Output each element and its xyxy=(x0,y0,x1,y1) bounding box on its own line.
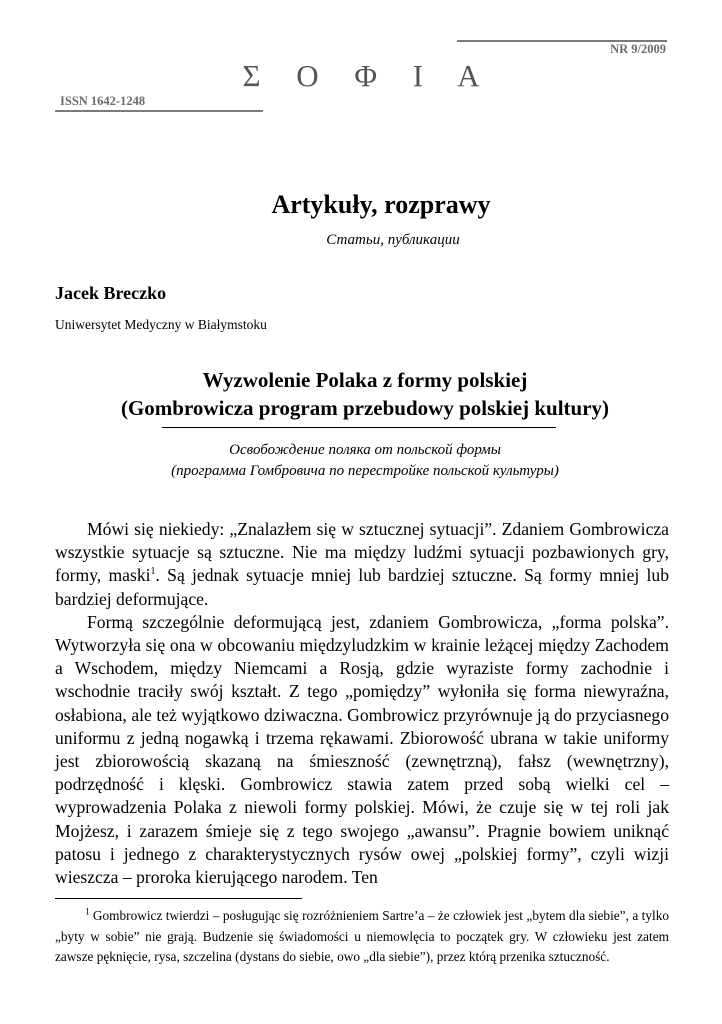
footnote xyxy=(55,906,669,968)
article-subtitle xyxy=(0,440,722,482)
article-subtitle-line2: (программа Гомбровича по перестройке польской культуры) xyxy=(171,463,559,479)
article-body xyxy=(55,518,669,889)
paragraph: Formą szczególnie deformującą jest, zdaniem Gombrowicza, „forma polska”. Wytworzyła się ona w obcowaniu międzyludzkim w krainie leżącej między Zachodem a Wschodem, między Niemcami a Rosją, gdzie wyraziste formy zachodnie i wschodnie traciły swój kształt. Z tego „pomiędzy” wyłoniła się forma niewyraźna, osłabiona, ale też wyjątkowo dziwaczna. Gombrowicz przyrównuje ją do przyciasnego uniformu z jedną nogawką i trzema rękawami. Zbiorowość ubrana w takie uniformy jest zbiorowością skazaną na śmieszność (zewnętrzną), fałsz (wewnętrzny), podrzędność i klęski. Gombrowicz stawia zatem przed sobą wielki cel – wyprowadzenia Polaka z niewoli formy polskiej. Mówi, że czuje się w tej roli jak Mojżesz, i zarazem śmieje się z tego swojego „awansu”. Pragnie bowiem uniknąć patosu i jednego z charakterystycznych rysów owej „polskiej formy”, czyli wizji wieszcza – proroka kierującego narodem. Ten xyxy=(55,611,669,888)
title-divider xyxy=(162,427,556,428)
journal-title: Σ Ο Φ Ι Α xyxy=(242,58,494,93)
footnote-reference[interactable]: 1 xyxy=(150,566,156,578)
issue-number: NR 9/2009 xyxy=(610,42,666,56)
footnote-divider xyxy=(55,898,302,899)
header-rule-bottom xyxy=(55,110,263,112)
author-affiliation: Uniwersytet Medyczny w Białymstoku xyxy=(55,317,267,332)
issn-label: ISSN 1642-1248 xyxy=(60,94,146,108)
footnote-text: Gombrowicz twierdzi – posługując się rozróżnieniem Sartre’a – że człowiek jest „bytem dla siebie”, a tylko „byty w sobie” nie grają. Budzenie się świadomości u niemowlęcia to początek gry. W człowieku jest zatem zawsze pęknięcie, rysa, szczelina (dystans do siebie, owo „dla siebie”), przez którą przenika sztuczność. xyxy=(55,908,669,964)
article-subtitle-line1: Освобождение поляка от польской формы xyxy=(229,442,501,458)
paragraph: Mówi się niekiedy: „Znalazłem się w sztucznej sytuacji”. Zdaniem Gombrowicza wszystkie sytuacje są sztuczne. Nie ma między ludźmi sytuacji pozbawionych gry, formy, maski$^1$. Są jednak sytuacje mniej lub bardziej sztuczne. Są formy mniej lub bardziej deformujące. xyxy=(55,519,669,609)
article-title-line1: Wyzwolenie Polaka z formy polskiej xyxy=(202,368,528,392)
footnote-marker: 1 xyxy=(85,906,90,917)
article-title-line2: (Gombrowicza program przebudowy polskiej kultury) xyxy=(120,396,610,420)
article-title xyxy=(0,366,722,422)
section-title: Artykuły, rozprawy xyxy=(271,190,491,219)
section-subtitle: Статьи, публикации xyxy=(326,232,460,248)
author-name: Jacek Breczko xyxy=(55,283,167,303)
